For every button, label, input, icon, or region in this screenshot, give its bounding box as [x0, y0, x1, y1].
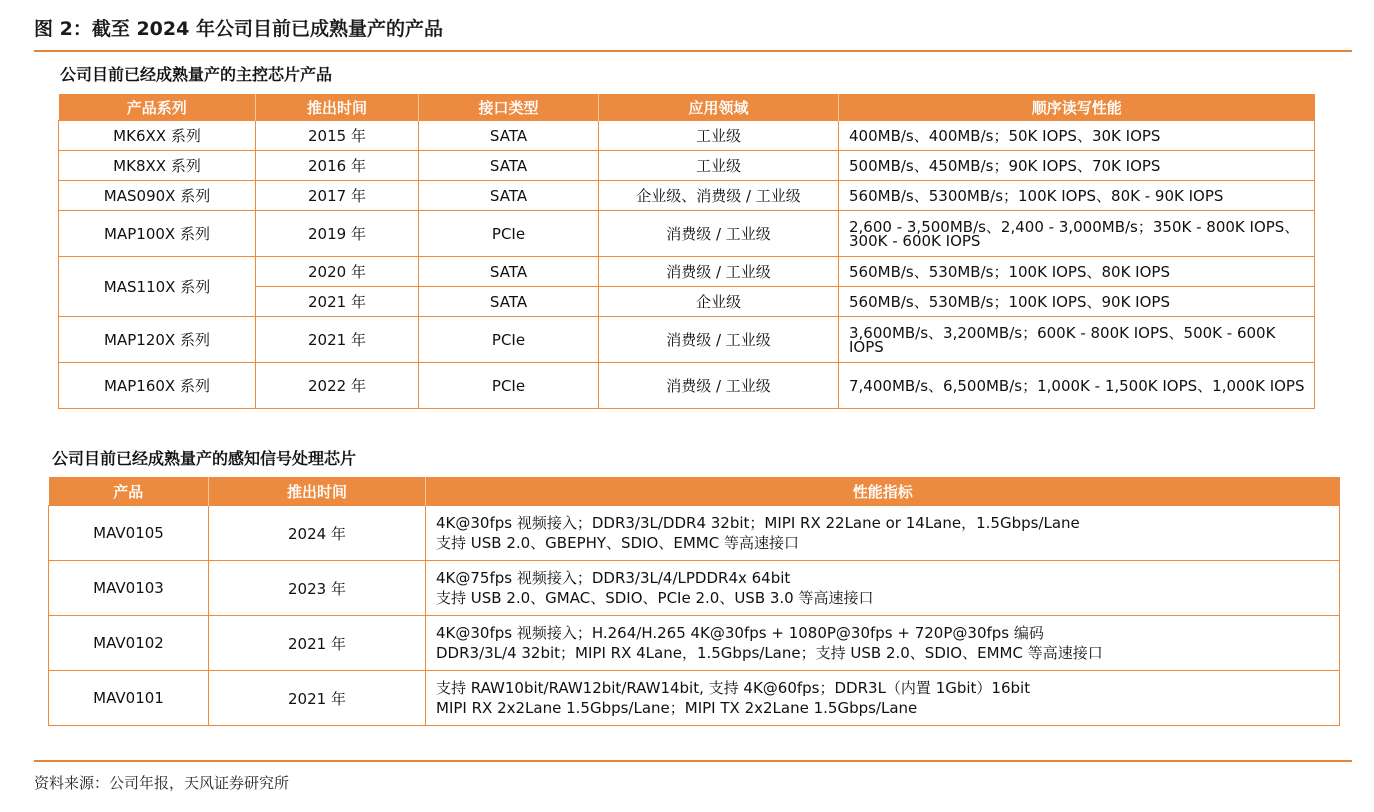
table1-title: 公司目前已经成熟量产的主控芯片产品: [60, 65, 333, 84]
table-row: [59, 181, 1315, 211]
cell-series: MAP160X 系列: [59, 363, 256, 409]
bottom-rule: [34, 760, 1352, 762]
cell-perf: 7,400MB/s、6,500MB/s；1,000K - 1,500K IOPS、1,000K IOPS: [839, 363, 1315, 409]
cell-interface: SATA: [419, 151, 599, 181]
cell-year: 2021 年: [256, 317, 419, 363]
cell-interface: SATA: [419, 287, 599, 317]
cell-year: 2016 年: [256, 151, 419, 181]
header-series: 产品系列: [59, 94, 256, 121]
cell-perf: 560MB/s、530MB/s；100K IOPS、90K IOPS: [839, 287, 1315, 317]
cell-perf: 400MB/s、400MB/s；50K IOPS、30K IOPS: [839, 121, 1315, 151]
cell-perf: [426, 561, 1340, 616]
perf-line-2: DDR3/3L/4 32bit；MIPI RX 4Lane，1.5Gbps/Lane；支持 USB 2.0、SDIO、EMMC 等高速接口: [436, 644, 1103, 662]
cell-interface: SATA: [419, 181, 599, 211]
cell-product: MAV0102: [49, 616, 209, 671]
table2-title: 公司目前已经成熟量产的感知信号处理芯片: [52, 449, 357, 468]
cell-year: 2020 年: [256, 257, 419, 287]
table-row: [59, 151, 1315, 181]
cell-series: MAP100X 系列: [59, 211, 256, 257]
perf-line-2: 支持 USB 2.0、GBEPHY、SDIO、EMMC 等高速接口: [436, 534, 799, 552]
table-row: [59, 257, 1315, 287]
cell-year: 2021 年: [256, 287, 419, 317]
header-year: 推出时间: [209, 477, 426, 506]
cell-year: 2017 年: [256, 181, 419, 211]
cell-perf: 560MB/s、530MB/s；100K IOPS、80K IOPS: [839, 257, 1315, 287]
cell-perf: [426, 506, 1340, 561]
cell-product: MAV0101: [49, 671, 209, 726]
header-field: 应用领域: [599, 94, 839, 121]
cell-perf: 500MB/s、450MB/s；90K IOPS、70K IOPS: [839, 151, 1315, 181]
cell-interface: PCIe: [419, 363, 599, 409]
perf-line-1: 4K@30fps 视频接入；DDR3/3L/DDR4 32bit；MIPI RX 22Lane or 14Lane，1.5Gbps/Lane: [436, 514, 1080, 532]
table-header-row: [59, 94, 1315, 121]
cell-field: 企业级、消费级 / 工业级: [599, 181, 839, 211]
cell-year: 2019 年: [256, 211, 419, 257]
cell-field: 企业级: [599, 287, 839, 317]
table-row: [49, 671, 1340, 726]
cell-product: MAV0105: [49, 506, 209, 561]
perf-line-1: 4K@30fps 视频接入；H.264/H.265 4K@30fps + 1080P@30fps + 720P@30fps 编码: [436, 624, 1044, 642]
cell-interface: PCIe: [419, 317, 599, 363]
table-row: [59, 211, 1315, 257]
cell-perf: 560MB/s、5300MB/s；100K IOPS、80K - 90K IOPS: [839, 181, 1315, 211]
table-row: [59, 317, 1315, 363]
cell-perf: [426, 671, 1340, 726]
perf-line-1: 4K@75fps 视频接入；DDR3/3L/4/LPDDR4x 64bit: [436, 569, 791, 587]
cell-field: 消费级 / 工业级: [599, 257, 839, 287]
header-perf: 顺序读写性能: [839, 94, 1315, 121]
header-product: 产品: [49, 477, 209, 506]
cell-interface: SATA: [419, 121, 599, 151]
perf-line-2: MIPI RX 2x2Lane 1.5Gbps/Lane；MIPI TX 2x2Lane 1.5Gbps/Lane: [436, 699, 918, 717]
table-row: [49, 616, 1340, 671]
cell-series: MAS090X 系列: [59, 181, 256, 211]
cell-series: MAS110X 系列: [59, 257, 256, 317]
cell-year: 2024 年: [209, 506, 426, 561]
figure-title: 图 2：截至 2024 年公司目前已成熟量产的产品: [34, 18, 443, 40]
table-row: [49, 506, 1340, 561]
cell-interface: PCIe: [419, 211, 599, 257]
cell-perf: 2,600 - 3,500MB/s、2,400 - 3,000MB/s；350K - 800K IOPS、300K - 600K IOPS: [839, 211, 1315, 257]
header-interface: 接口类型: [419, 94, 599, 121]
cell-year: 2023 年: [209, 561, 426, 616]
cell-series: MK6XX 系列: [59, 121, 256, 151]
header-perf: 性能指标: [426, 477, 1340, 506]
table-row: [49, 561, 1340, 616]
perf-line-1: 支持 RAW10bit/RAW12bit/RAW14bit, 支持 4K@60fps；DDR3L（内置 1Gbit）16bit: [436, 679, 1031, 697]
cell-field: 消费级 / 工业级: [599, 317, 839, 363]
cell-perf: [426, 616, 1340, 671]
cell-field: 消费级 / 工业级: [599, 211, 839, 257]
cell-field: 工业级: [599, 151, 839, 181]
table-header-row: [49, 477, 1340, 506]
cell-perf: 3,600MB/s、3,200MB/s；600K - 800K IOPS、500K - 600K IOPS: [839, 317, 1315, 363]
controller-chip-table: [58, 94, 1315, 409]
table-row: [59, 363, 1315, 409]
cell-interface: SATA: [419, 257, 599, 287]
sensing-chip-table: [48, 477, 1340, 726]
cell-year: 2021 年: [209, 616, 426, 671]
cell-year: 2022 年: [256, 363, 419, 409]
source-note: 资料来源：公司年报，天风证券研究所: [34, 774, 290, 792]
perf-line-2: 支持 USB 2.0、GMAC、SDIO、PCIe 2.0、USB 3.0 等高速接口: [436, 589, 874, 607]
cell-series: MK8XX 系列: [59, 151, 256, 181]
cell-product: MAV0103: [49, 561, 209, 616]
cell-year: 2015 年: [256, 121, 419, 151]
header-year: 推出时间: [256, 94, 419, 121]
cell-field: 消费级 / 工业级: [599, 363, 839, 409]
cell-series: MAP120X 系列: [59, 317, 256, 363]
cell-year: 2021 年: [209, 671, 426, 726]
table-row: [59, 121, 1315, 151]
cell-field: 工业级: [599, 121, 839, 151]
top-rule: [34, 50, 1352, 52]
